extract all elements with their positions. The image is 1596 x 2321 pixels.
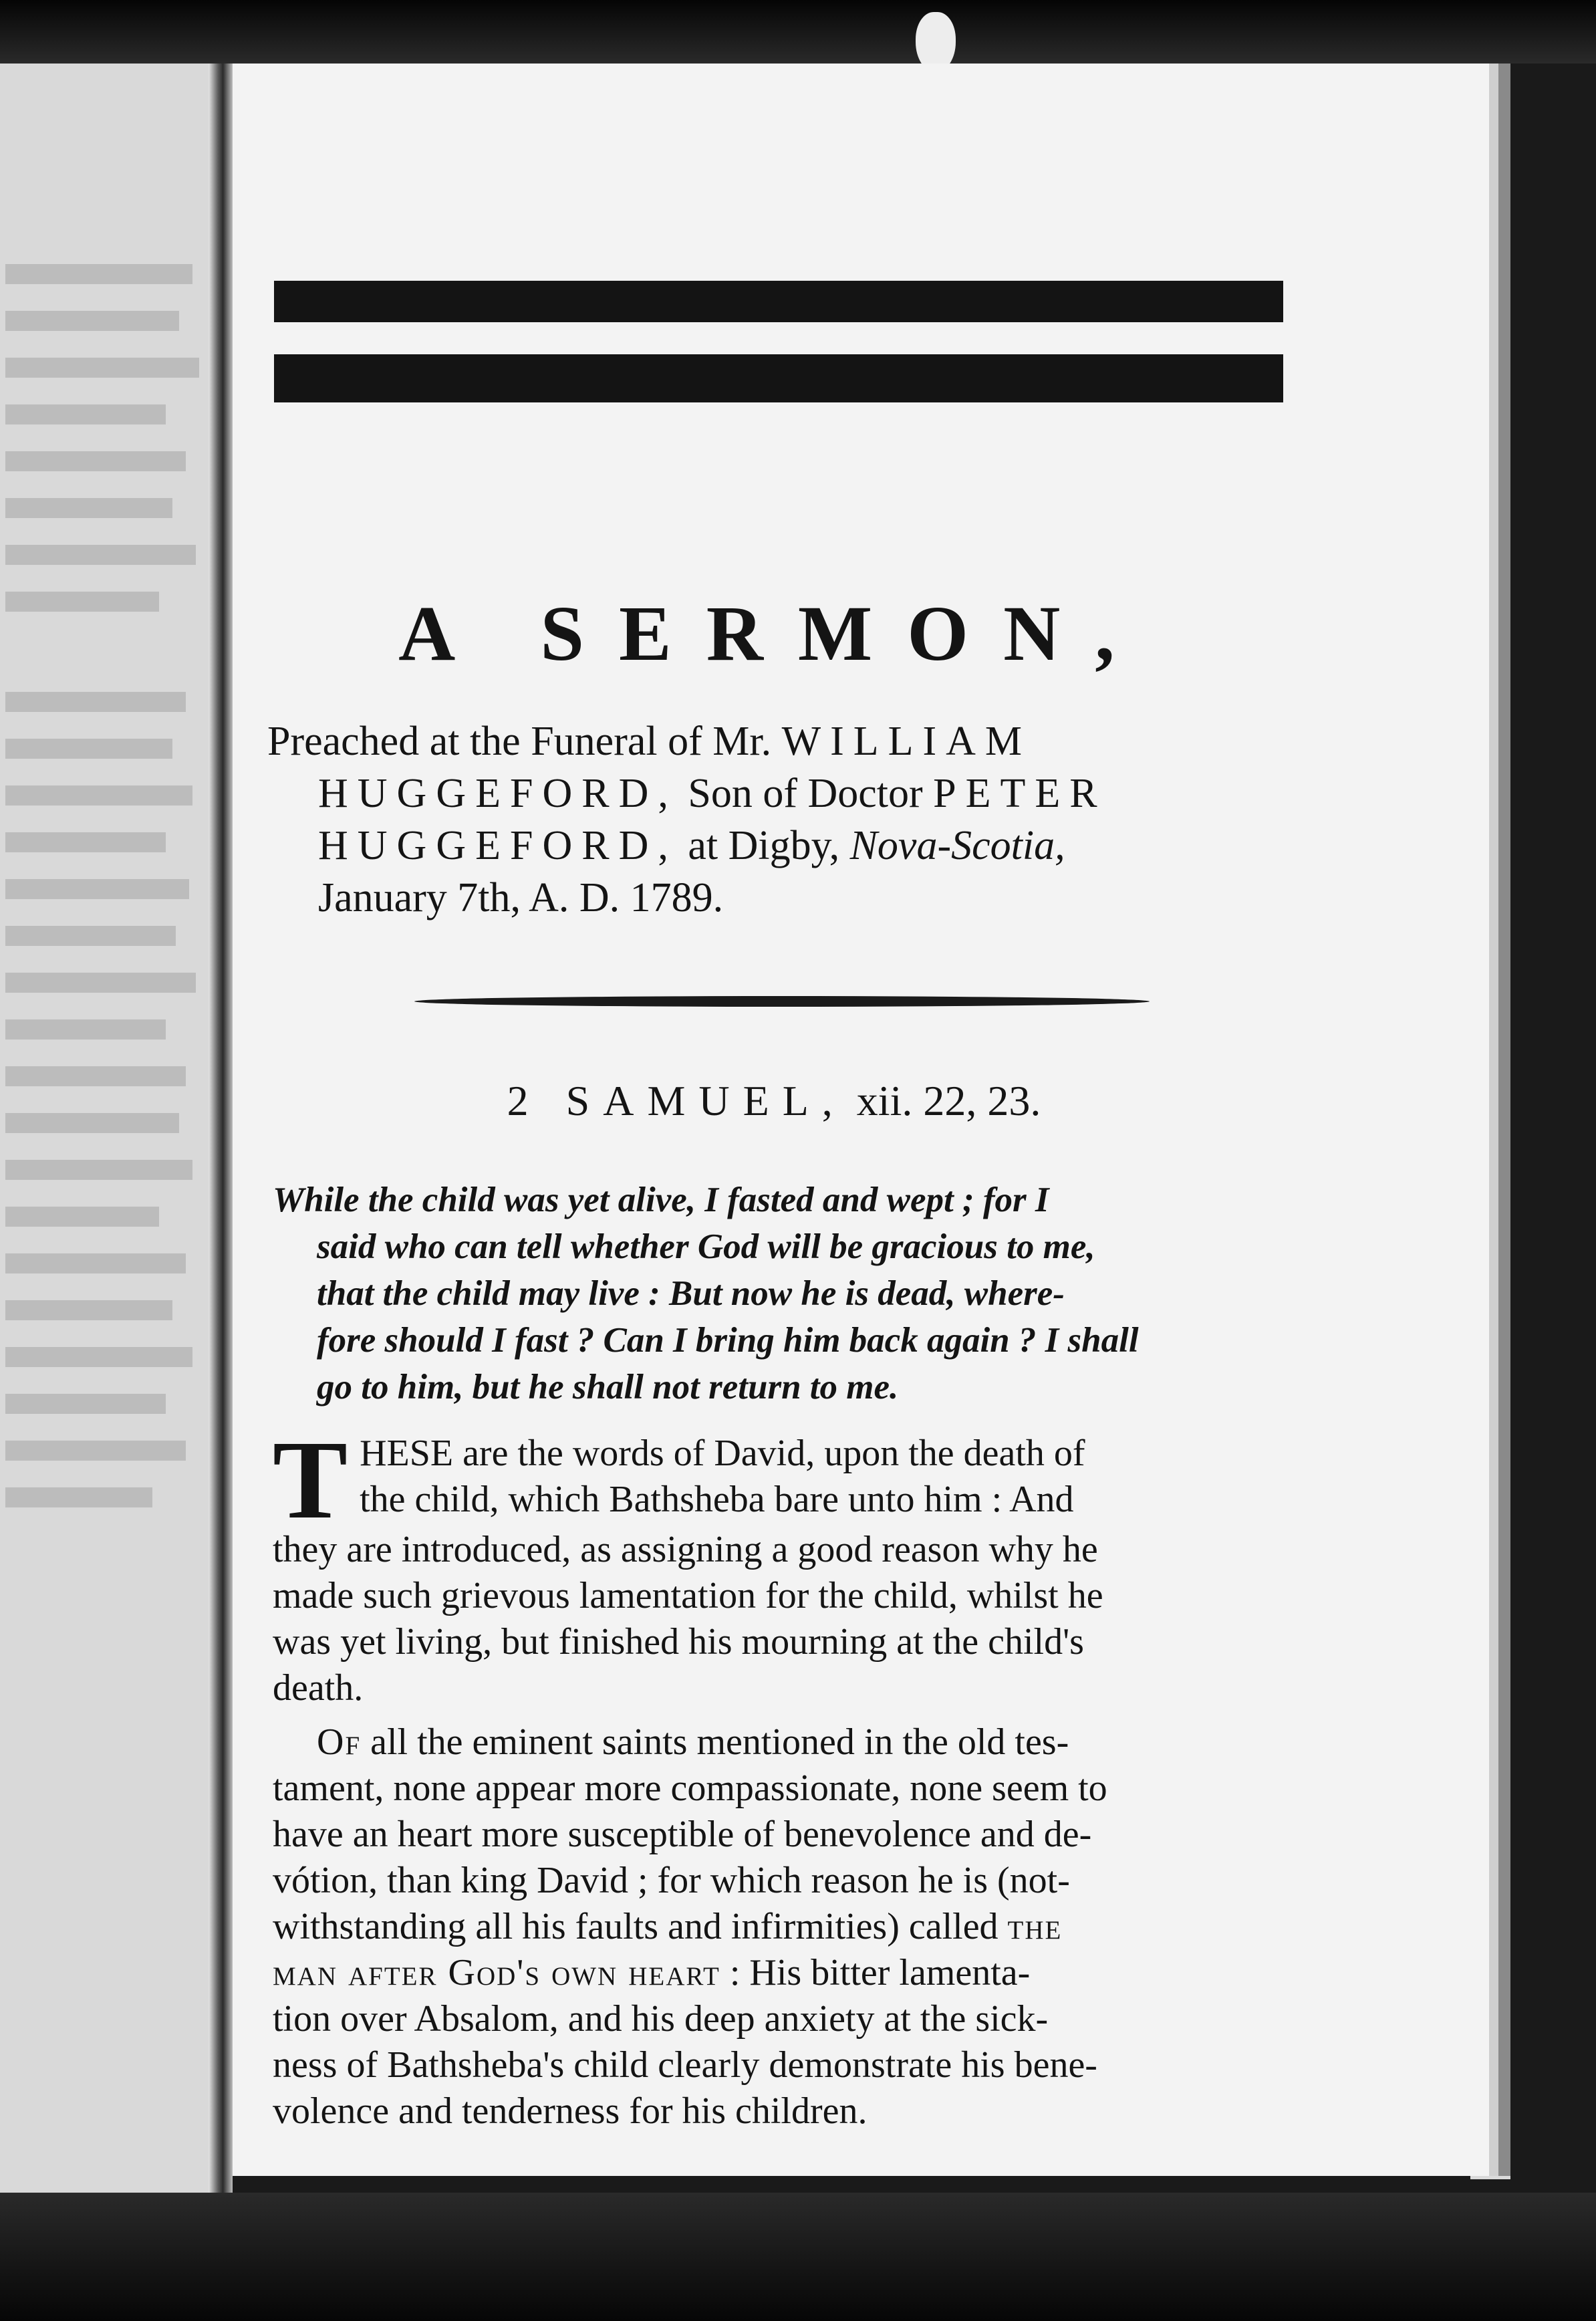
paragraph-2	[273, 1719, 1302, 2134]
subtitle-name: WILLIAM	[781, 719, 1032, 764]
verse-line: go to him, but he shall not return to me.	[317, 1368, 899, 1407]
body-line	[273, 1904, 1302, 1950]
body-line: tament, none appear more compassionate, none seem to	[273, 1767, 1107, 1809]
reference-chapter: xii. 22, 23.	[845, 1077, 1041, 1124]
body-line	[273, 1950, 1302, 1996]
ornamental-bar-top	[274, 281, 1283, 322]
body-line: made such grievous lamentation for the child, whilst he	[273, 1575, 1103, 1616]
body-line: vótion, than king David ; for which reason he is (not-	[273, 1860, 1070, 1901]
verse-line: While the child was yet alive, I fasted and wept ; for I	[273, 1181, 1049, 1219]
reference-book: 2 SAMUEL,	[507, 1077, 846, 1124]
scripture-reference	[233, 1076, 1315, 1126]
body-line: ness of Bathsheba's child clearly demonstrate his bene-	[273, 2044, 1097, 2086]
scan-border-bottom	[0, 2193, 1596, 2321]
book-binding	[209, 64, 233, 2270]
subtitle-text: Preached at the Funeral of Mr.	[267, 719, 782, 764]
scan-border-top	[0, 0, 1596, 64]
body-line: the child, which Bathsheba bare unto him : And	[360, 1479, 1074, 1520]
body-text: all the eminent saints mentioned in the old tes-	[361, 1721, 1069, 1763]
divider-rule	[414, 996, 1150, 1007]
sermon-subtitle	[267, 715, 1310, 924]
subtitle-line-2	[267, 767, 1310, 820]
subtitle-place: Nova-Scotia,	[849, 823, 1065, 868]
subtitle-line-1	[267, 715, 1310, 767]
page-title: A SERMON,	[398, 590, 1150, 677]
subtitle-surname: HUGGEFORD,	[318, 823, 678, 868]
body-line: they are introduced, as assigning a good reason why he	[273, 1529, 1098, 1570]
verse-line: that the child may live : But now he is dead, where-	[317, 1274, 1065, 1313]
paragraph-1	[273, 1418, 1302, 1711]
ornamental-bar-bottom	[274, 354, 1283, 402]
verse-line: said who can tell whether God will be gracious to me,	[317, 1227, 1095, 1266]
drop-cap: T	[273, 1418, 348, 1542]
facing-page-fragment	[0, 64, 221, 2270]
scripture-verse	[273, 1177, 1302, 1411]
emphasis-text: the	[1007, 1906, 1063, 1947]
body-line: HESE are the words of David, upon the death of	[360, 1433, 1085, 1474]
subtitle-text: at Digby,	[677, 823, 850, 868]
subtitle-name: PETER	[933, 771, 1107, 816]
body-text: : His bitter lamenta-	[720, 1952, 1031, 1993]
body-line: death.	[273, 1667, 364, 1709]
emphasis-text: man after God's own heart	[273, 1952, 720, 1993]
sermon-body	[273, 1418, 1302, 2134]
body-line: tion over Absalom, and his deep anxiety at the sick-	[273, 1998, 1049, 2040]
body-line: was yet living, but finished his mourning at the child's	[273, 1621, 1084, 1663]
subtitle-date: January 7th, A. D. 1789.	[318, 875, 724, 921]
subtitle-line-3	[267, 820, 1310, 872]
body-line	[273, 1719, 1302, 1765]
paragraph-lead: Of	[317, 1721, 362, 1763]
body-line: volence and tenderness for his children.	[273, 2090, 868, 2132]
subtitle-surname: HUGGEFORD,	[318, 771, 678, 816]
subtitle-text: Son of Doctor	[677, 771, 934, 816]
verse-line: fore should I fast ? Can I bring him back again ? I shall	[317, 1321, 1139, 1360]
body-line: have an heart more susceptible of benevolence and de-	[273, 1814, 1092, 1855]
body-text: withstanding all his faults and infirmities) called	[273, 1906, 1008, 1947]
